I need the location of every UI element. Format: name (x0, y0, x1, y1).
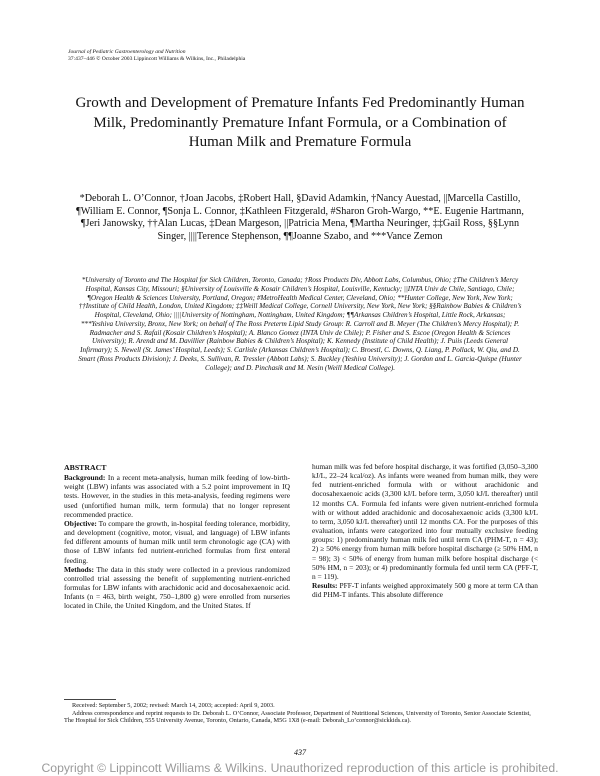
background-text: In a recent meta-analysis, human milk feeding of low-birth-weight (LBW) infants was associated with a 5.2 point improvement in IQ tests. However, in the studies in this meta-analysis, feeding regimens were used (unfortified human milk, term formula) that no longer represent recommended practice. (64, 473, 290, 519)
footnote-rule (64, 699, 116, 700)
abstract-heading: ABSTRACT (64, 463, 107, 472)
objective-text: To compare the growth, in-hospital feeding tolerance, morbidity, and development (cognitive, motor, visual, and language) of LBW infants fed different amounts of human milk until term chronologic age (CA) with those of LBW infants fed nutrient-enriched formulas from first enteral feeding. (64, 518, 290, 565)
abstract-results (312, 581, 538, 599)
journal-name: Journal of Pediatric Gastroenterology and Nutrition (68, 49, 186, 55)
abstract-left-column (64, 463, 290, 611)
abstract-methods-continued: human milk was fed before hospital discharge, it was fortified (3,050–3,300 kJ/L, 22–24 kcal/oz). As infants were weaned from human milk, they were fed nutrient-enriched formula with or without arachidonic and docosahexaenoic acids (3,300 kJ/L before term, 3,050 kJ/L thereafter) until 12 months CA. Formula fed infants were given nutrient-enriched formula with or without added arachidonic and docosahexaenoic acids (3,300 kJ/L to term, 3,050 kJ/L thereafter) until 12 months CA. For the purposes of this evaluation, infants were categorized into four mutually exclusive feeding groups: 1) predominantly human milk fed until term CA (PHM-T, n = 43); 2) ≥ 50% energy from human milk before hospital discharge (≥ 50% HM, n = 98); 3) < 50% of energy from human milk before hospital discharge (< 50% HM, n = 203); or 4) predominantly formula fed until term CA (PFF-T, n = 119). (312, 462, 538, 581)
copyright-notice: Copyright © Lippincott Williams & Wilkins. Unauthorized reproduction of this article is prohibited. (41, 761, 559, 775)
page-number: 437 (294, 748, 306, 757)
affiliations: *University of Toronto and The Hospital for Sick Children, Toronto, Canada; †Ross Products Div, Abbott Labs, Columbus, Ohio; ‡The Children’s Mercy Hospital, Kansas City, Missouri; §University of Louisville & Kosair Children’s Hospital, Louisville, Kentucky; ||INTA Univ de Chile, Santiago, Chile; ¶Oregon Health & Sciences University, Portland, Oregon; #MetroHealth Medical Center, Cleveland, Ohio; **Hunter College, New York, New York; ††Institute of Child Health, London, United Kingdom; ‡‡Weill Medical College, Cornell University, New York, New York; §§Rainbow Babies & Children’s Hospital, Cleveland, Ohio; ||||University of Nottingham, Nottingham, United Kingdom; ¶¶Arkansas Children’s Hospital, Little Rock, Arkansas; ***Yeshiva University, Bronx, New York; on behalf of The Ross Preterm Lipid Study Group: R. Carroll and B. Meyer (The Children’s Mercy Hospital); P. Radmacher and S. Rafail (Kosair Children’s Hospital); A. Blanco Gomez (INTA Univ de Chile); P. Fisher and S. Escoe (Oregon Health & Sciences University); R. Arendt and M. Davillier (Rainbow Babies & Children’s Hospital); K. Kennedy (Institute of Child Health); J. Puiis (Leeds General Infirmary); S. Newell (St. James’ Hospital, Leeds); S. Carlisle (Arkansas Children’s Hospital); C. Broestl, C. Downs, Q. Liang, P. Pollack, W. Qiu, and D. Smart (Ross Products Division); J. Deeks, S. Sullivan, R. Tressler (Abbott Labs); S. Buckley (Yeshiva University); J. Gordon and L. Garcia-Quispe (Hunter College); and D. Pinchasik and M. Nesin (Weill Medical College). (78, 276, 522, 372)
abstract-background (64, 473, 290, 519)
abstract-right-column (312, 462, 538, 599)
methods-text: The data in this study were collected in a previous randomized controlled trial assessing the benefit of supplementing nutrient-enriched formulas for LBW infants with arachidonic acid and docosahexaenoic acid. Infants (n = 463, birth weight, 750–1,800 g) were enrolled from nurseries located in Chile, the United Kingdom, and the United States. If (64, 564, 291, 611)
objective-label: Objective: (64, 518, 97, 528)
journal-citation: 37:437–446 © October 2003 Lippincott Williams & Wilkins, Inc., Philadelphia (68, 55, 246, 62)
author-list: *Deborah L. O’Connor, †Joan Jacobs, ‡Robert Hall, §David Adamkin, †Nancy Auestad, ||Marcella Castillo, ¶William E. Connor, ¶Sonja L. Connor, ‡Kathleen Fitzgerald, #Sharon Groh-Wargo, **E. Eugenie Hartmann, ¶Jeri Janowsky, ††Alan Lucas, ‡Dean Margeson, ||Patricia Mena, ¶Martha Neuringer, ‡‡Gail Ross, §§Lynn Singer, ||||Terence Stephenson, ¶¶Joanne Szabo, and ***Vance Zemon (76, 193, 524, 242)
results-label: Results: (312, 581, 338, 591)
footnote (64, 702, 538, 725)
correspondence-address: Address correspondence and reprint requests to Dr. Deborah L. O’Connor, Associate Professor, Department of Nutritional Sciences, University of Toronto, Senior Associate Scientist, The Hospital for Sick Children, 555 University Avenue, Toronto, Ontario, Canada, M5G 1X8 (e-mail: Deborah_Lo’connor@sickkids.ca). (64, 709, 531, 725)
abstract-objective (64, 519, 290, 565)
background-label: Background: (64, 473, 106, 483)
article-title: Growth and Development of Premature Infants Fed Predominantly Human Milk, Predominantly Premature Infant Formula, or a Combination of Human Milk and Premature Formula (75, 95, 525, 150)
methods-label: Methods: (64, 564, 94, 574)
abstract-methods (64, 565, 290, 611)
results-text: PFF-T infants weighed approximately 500 g more at term CA than did PHM-T infants. This absolute difference (312, 581, 538, 600)
journal-header (68, 49, 368, 62)
received-dates: Received: September 5, 2002; revised: March 14, 2003; accepted: April 9, 2003. (72, 702, 275, 709)
